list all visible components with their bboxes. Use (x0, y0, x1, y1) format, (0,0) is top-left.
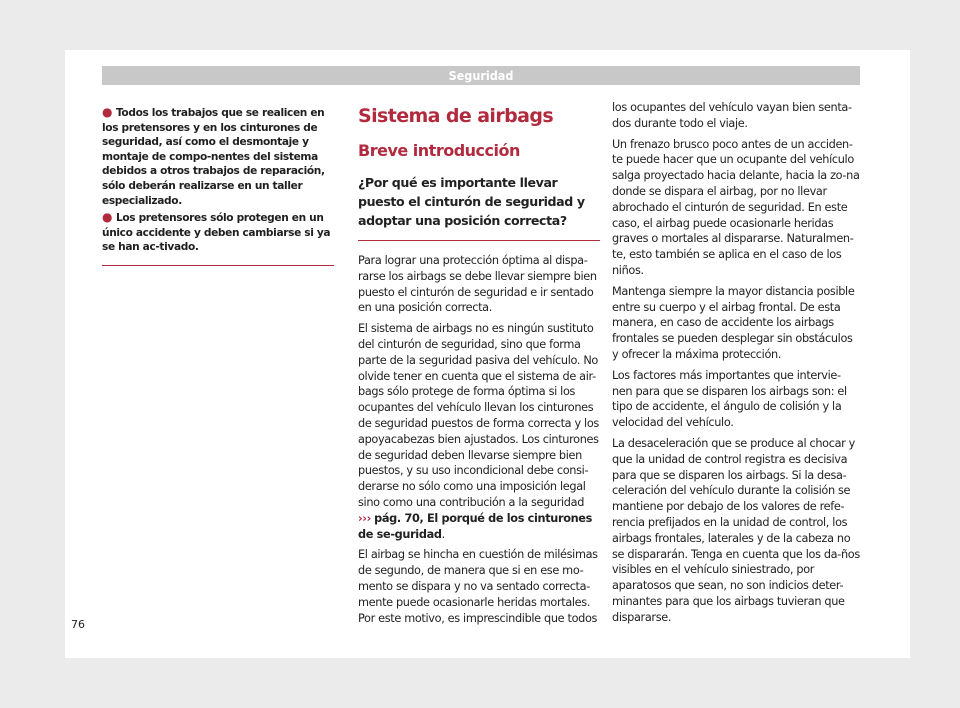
paragraph: El sistema de airbags no es ningún sustituto del cinturón de seguridad, sino que forma parte de la seguridad pasiva del vehículo. No olvide tener en cuenta que el sistema de air-bags sólo protege de forma óptima si los ocupantes del vehículo llevan los cinturones de seguridad puestos de forma correcta y los apoyacabezas bien ajustados. Los cinturones de seguridad deben llevarse siempre bien puestos, y su uso incondicional debe consi-derarse no sólo como una imposición legal sino como una contribución a la seguridad ››› pág. 70, El porqué de los cinturones de se-guridad. (358, 322, 599, 541)
paragraph: Mantenga siempre la mayor distancia posible entre su cuerpo y el airbag frontal. De esta manera, en caso de accidente los airbags frontales se pueden desplegar sin obstáculos y ofrecer la máxima protección. (612, 284, 855, 361)
paragraph: Los factores más importantes que intervie-nen para que se disparen los airbags son: el tipo de accidente, el ángulo de colisión y la velocidad del vehículo. (612, 368, 847, 430)
paragraph: El airbag se hincha en cuestión de milésimas de segundo, de manera que si en ese mo-mento se dispara y no va sentado correcta-mente puede ocasionarle heridas mortales. Por este motivo, es imprescindible que todos (358, 548, 598, 625)
warning-item: ● Todos los trabajos que se realicen en los pretensores y en los cinturones de seguridad, así como el desmontaje y montaje de compo-nentes del sistema debidos a otros trabajos de reparación, sólo deberán realizarse en un taller especializado. (102, 105, 325, 207)
warning-item: ● Los pretensores sólo protegen en un único accidente y deben cambiarse si ya se han ac-tivado. (102, 210, 331, 254)
paragraph: La desaceleración que se produce al chocar y que la unidad de control registra es decisiva para que se disparen los airbags. Si la desa-celeración del vehículo durante la colisión se mantiene por debajo de los valores de refe-rencia prefijados en la unidad de control, los airbags frontales, laterales y de la cabeza no se dispararán. Tenga en cuenta que los da-ños visibles en el vehículo siniestrado, por aparatosos que sean, no son indicios deter-minantes para que los airbags tuvieran que dispararse. (612, 436, 860, 624)
cross-reference-link[interactable]: pág. 70, El porqué de los cinturones de se-guridad (358, 511, 592, 541)
section-header-title: Seguridad (448, 68, 514, 83)
cross-reference-arrow-icon: ››› (358, 511, 371, 525)
paragraph: Para lograr una protección óptima al dispa-rarse los airbags se debe llevar siempre bien puesto el cinturón de seguridad e ir sentado en una posición correcta. (358, 254, 597, 315)
page-number: 76 (71, 618, 85, 631)
section-subtitle: Breve introducción (358, 141, 520, 160)
right-column (612, 100, 860, 631)
bullet-icon: ● (102, 210, 116, 225)
paragraph: Un frenazo brusco poco antes de un acciden-te puede hacer que un ocupante del vehículo salga proyectado hacia delante, hacia la zo-na donde se dispara el airbag, por no llevar abrochado el cinturón de seguridad. En este caso, el airbag puede ocasionarle heridas graves o mortales al dispararse. Naturalmen-te, esto también se aplica en el caso de los niños. (612, 137, 860, 277)
paragraph: los ocupantes del vehículo vayan bien senta-dos durante todo el viaje. (612, 101, 852, 130)
section-header-bar (102, 66, 860, 85)
question-heading: ¿Por qué es importante llevar puesto el cinturón de seguridad y adoptar una posición correcta? (358, 173, 600, 241)
section-title: Sistema de airbags (358, 105, 554, 127)
warning-column (102, 105, 344, 266)
warning-box (102, 105, 334, 266)
main-column (358, 105, 600, 631)
bullet-icon: ● (102, 105, 116, 119)
